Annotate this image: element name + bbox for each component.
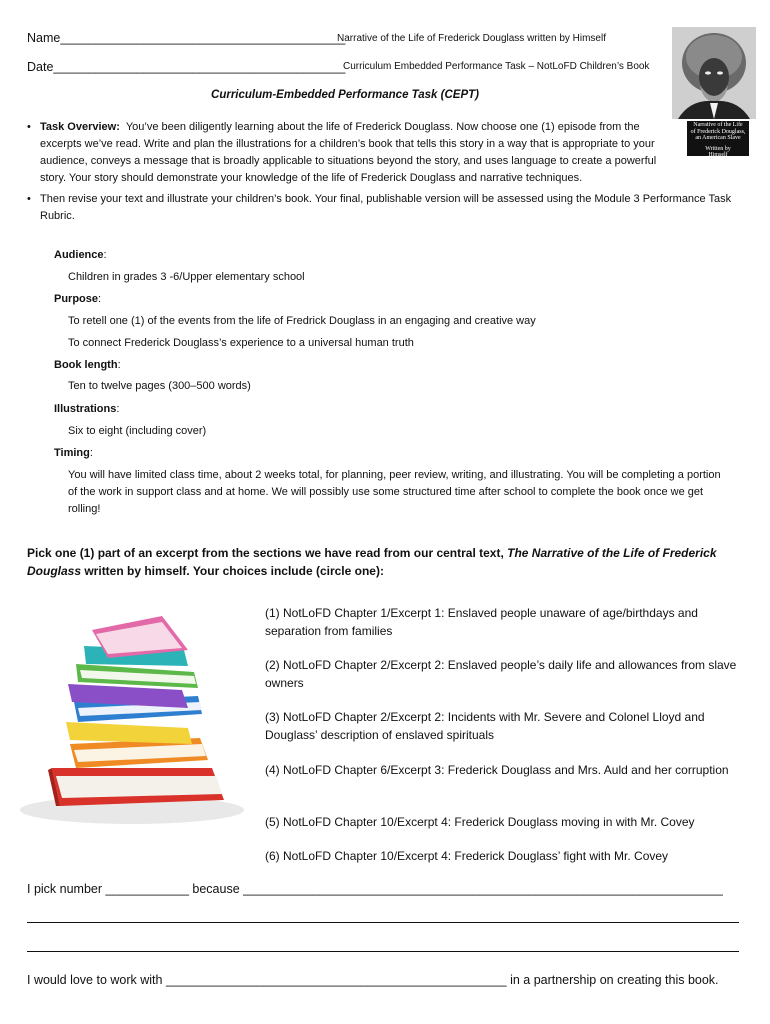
length-heading: Book length: [54, 359, 121, 371]
bullet-task-overview: • Task Overview: You’ve been diligently learning about the life of Frederick Douglass. Now choose one (1) episode from the excerpts we’ve read. Write and plan the illustrations for a children’s book that tells this story in a way that is appropriate to your audience, conveys a message that is broadly applicable to situations beyond the story, and uses language to create a powerful story. Your story should demonstrate your knowledge of the life of Frederick Douglass and narrative techniques. [27, 121, 657, 184]
purpose-text-1: To retell one (1) of the events from the life of Fredrick Douglass in an engaging and creative way [68, 315, 536, 327]
choice-option-5[interactable]: (5) NotLoFD Chapter 10/Excerpt 4: Frederick Douglass moving in with Mr. Covey [265, 815, 695, 829]
illustrations-text: Six to eight (including cover) [68, 425, 207, 437]
choice-option-6[interactable]: (6) NotLoFD Chapter 10/Excerpt 4: Frederick Douglass’ fight with Mr. Covey [265, 849, 669, 863]
purpose-text-2: To connect Frederick Douglass’s experience to a universal human truth [68, 337, 414, 349]
choice-option-2[interactable]: (2) NotLoFD Chapter 2/Excerpt 2: Enslaved people’s daily life and allowances from slave owners [265, 658, 737, 690]
illustrations-heading: Illustrations: [54, 403, 120, 415]
book-title-header: Narrative of the Life of Frederick Douglass written by Himself [337, 33, 606, 44]
task-header: Curriculum Embedded Performance Task – NotLoFD Children’s Book [343, 61, 650, 72]
length-text: Ten to twelve pages (300–500 words) [68, 380, 251, 392]
answer-line[interactable] [27, 922, 739, 923]
choice-option-3[interactable]: (3) NotLoFD Chapter 2/Excerpt 2: Incidents with Mr. Severe and Colonel Lloyd and Douglass’ description of enslaved spirituals [265, 710, 705, 742]
cover-byline: Written by [705, 145, 731, 152]
bullet-revise: • Then revise your text and illustrate your children’s book. Your final, publishable version will be assessed using the Module 3 Performance Task Rubric. [27, 193, 732, 222]
pick-number-line[interactable]: I pick number ____________ because _____________________________________________________________________ [27, 882, 723, 896]
cover-title-line: an American Slave [695, 135, 741, 142]
timing-text: You will have limited class time, about 2 weeks total, for planning, peer review, writing, and illustrating. You will be completing a portion of the work in support class and at home. We will possibly use some structured time after school to complete the book once we get rolling! [68, 469, 721, 515]
timing-heading: Timing: [54, 447, 93, 459]
date-field-label: Date__________________________________________ [27, 60, 346, 74]
partner-line[interactable]: I would love to work with _________________________________________________ in a partnership on creating this book. [27, 973, 719, 987]
answer-line[interactable] [27, 951, 739, 952]
audience-text: Children in grades 3 -6/Upper elementary school [68, 271, 305, 283]
cover-title-line: Narrative of the Life [693, 122, 743, 128]
purpose-heading: Purpose: [54, 293, 102, 305]
cover-byline: Himself [708, 152, 728, 159]
pick-instructions: Pick one (1) part of an excerpt from the sections we have read from our central text, The Narrative of the Life of Frederick Douglass written by himself. Your choices include (circle one): [27, 546, 717, 578]
name-field-label: Name_________________________________________ [27, 31, 346, 45]
audience-heading: Audience: [54, 249, 107, 261]
choice-option-1[interactable]: (1) NotLoFD Chapter 1/Excerpt 1: Enslaved people unaware of age/birthdays and separation from families [265, 606, 698, 638]
cover-title-line: of Frederick Douglass, [690, 128, 746, 135]
choice-option-4[interactable]: (4) NotLoFD Chapter 6/Excerpt 3: Frederick Douglass and Mrs. Auld and her corruption [265, 763, 729, 777]
books-stack-image [12, 610, 252, 850]
page-title: Curriculum-Embedded Performance Task (CEPT) [211, 89, 479, 101]
